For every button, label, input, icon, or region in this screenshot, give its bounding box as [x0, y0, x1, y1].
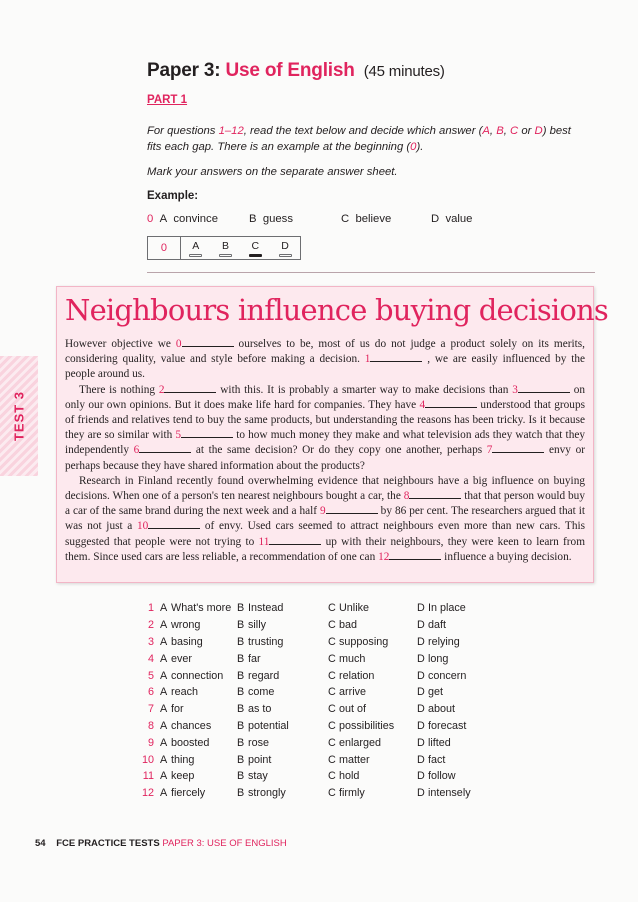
page-footer	[35, 838, 287, 849]
option-c: out of	[339, 703, 367, 716]
question-row	[140, 751, 498, 768]
question-row	[140, 650, 498, 667]
option-letter-b: B	[237, 652, 245, 665]
option-a: ever	[171, 652, 193, 665]
question-number: 10	[141, 753, 154, 766]
option-letter-b: B	[237, 669, 245, 682]
question-row	[140, 701, 498, 718]
option-d: follow	[428, 770, 456, 783]
question-number: 4	[147, 652, 154, 665]
option-d: long	[428, 652, 449, 665]
question-number: 6	[147, 686, 154, 699]
answer-box-number: 0	[148, 237, 181, 259]
paragraph-1: However objective we 0 ourselves to be, most of us do not judge a product solely on its merits, considering quality, value and style before making a decision. 1 , we are easily influenced by the people around us.	[65, 338, 586, 381]
option-letter-b: B	[237, 736, 245, 749]
option-letter-c: C	[328, 619, 336, 632]
question-number: 2	[147, 619, 154, 632]
question-row	[140, 634, 498, 651]
option-a: connection	[171, 669, 224, 682]
option-c: supposing	[339, 635, 389, 648]
option-letter-b: B	[237, 602, 245, 615]
option-letter-d: D	[417, 703, 425, 716]
option-c: matter	[339, 753, 370, 766]
option-letter-d: D	[417, 719, 425, 732]
option-b: rose	[248, 736, 270, 749]
option-letter-d: D	[417, 602, 425, 615]
option-a: keep	[171, 770, 195, 783]
option-a: reach	[171, 686, 199, 699]
option-d: intensely	[428, 787, 471, 800]
option-a: for	[171, 703, 184, 716]
option-b: stay	[248, 770, 268, 783]
option-letter-a: A	[160, 686, 168, 699]
option-d: about	[428, 703, 456, 716]
part-heading: PART 1	[147, 94, 188, 106]
answer-cell-d: D	[270, 237, 300, 259]
option-letter-a: A	[160, 719, 168, 732]
gap-2: 2	[158, 383, 165, 396]
question-number: 5	[147, 669, 154, 682]
example-option-b: B guess	[249, 213, 293, 225]
gap-9: 9	[320, 505, 326, 518]
option-d: fact	[428, 753, 446, 766]
option-a: wrong	[171, 619, 201, 632]
gap-3: 3	[512, 383, 518, 396]
option-letter-a: A	[160, 770, 168, 783]
option-b: far	[248, 652, 261, 665]
option-letter-d: D	[417, 770, 425, 783]
option-a: chances	[171, 719, 212, 732]
option-letter-c: C	[328, 703, 336, 716]
option-letter-c: C	[328, 686, 336, 699]
answer-cell-a: A	[181, 237, 211, 259]
option-d: get	[428, 686, 444, 699]
option-letter-d: D	[417, 787, 425, 800]
gap-1: 1	[364, 353, 371, 366]
answer-options-table	[140, 600, 498, 802]
option-b: silly	[248, 619, 266, 632]
paper-title	[147, 60, 445, 82]
option-letter-c: C	[328, 602, 336, 615]
gap-6: 6	[133, 444, 140, 457]
option-c: possibilities	[339, 719, 395, 732]
question-row	[140, 718, 498, 735]
text-body	[65, 337, 585, 565]
option-c: Unlike	[339, 602, 370, 615]
option-c: firmly	[339, 787, 365, 800]
gap-11: 11	[258, 535, 270, 548]
question-number: 9	[147, 736, 154, 749]
question-row	[140, 617, 498, 634]
question-number: 7	[147, 703, 154, 716]
question-row	[140, 768, 498, 785]
option-letter-d: D	[417, 619, 425, 632]
option-letter-a: A	[160, 635, 168, 648]
option-b: point	[248, 753, 272, 766]
book-title: FCE PRACTICE TESTS	[56, 838, 160, 849]
gap-4: 4	[419, 398, 426, 411]
option-d: In place	[428, 602, 466, 615]
option-c: much	[339, 652, 366, 665]
footer-section: PAPER 3: USE OF ENGLISH	[162, 838, 287, 849]
option-letter-c: C	[328, 669, 336, 682]
option-letter-d: D	[417, 635, 425, 648]
option-letter-a: A	[160, 619, 168, 632]
option-b: potential	[248, 719, 289, 732]
option-letter-a: A	[160, 736, 168, 749]
option-d: forecast	[428, 719, 467, 732]
option-a: thing	[171, 753, 195, 766]
option-letter-a: A	[160, 703, 168, 716]
question-number: 8	[147, 719, 154, 732]
option-d: relying	[428, 635, 460, 648]
option-letter-c: C	[328, 652, 336, 665]
answer-mark-b	[219, 254, 232, 257]
option-letter-a: A	[160, 602, 168, 615]
example-answer-box	[147, 236, 301, 260]
option-b: Instead	[248, 602, 284, 615]
text-title: Neighbours influence buying decisions	[65, 293, 608, 327]
gap-7: 7	[486, 444, 493, 457]
gap-12: 12	[378, 550, 390, 563]
paragraph-2: There is nothing 2 with this. It is probably a smarter way to make decisions than 3 on only our own opinions. But it does make life hard for companies. They have 4 understood that groups of friends and relatives tend to buy the same products, but understanding the reasons has been tricky. Is it because they are so similar with 5 to how much money they make and what television ads they watch that they independently 6 at the same decision? Or do they copy one another, perhaps 7 envy or perhaps because they have shared information about the products?	[65, 383, 586, 472]
section-name: Use of English	[225, 60, 355, 81]
option-b: regard	[248, 669, 280, 682]
option-letter-c: C	[328, 787, 336, 800]
option-a: fiercely	[171, 787, 206, 800]
option-letter-b: B	[237, 703, 245, 716]
page-number: 54	[35, 838, 46, 849]
option-letter-d: D	[417, 753, 425, 766]
gap-0: 0	[175, 338, 182, 350]
option-letter-a: A	[160, 787, 168, 800]
option-letter-b: B	[237, 635, 245, 648]
question-row	[140, 785, 498, 802]
question-number: 1	[147, 602, 154, 615]
question-row	[140, 684, 498, 701]
divider	[147, 272, 595, 273]
option-letter-a: A	[160, 652, 168, 665]
option-d: lifted	[428, 736, 451, 749]
option-letter-d: D	[417, 652, 425, 665]
instructions-text: For questions 1–12, read the text below and decide which answer (A, B, C or D) best fits each gap. There is an example at the beginning (0).	[147, 125, 571, 153]
option-letter-b: B	[237, 719, 245, 732]
option-letter-a: A	[160, 753, 168, 766]
option-b: trusting	[248, 635, 284, 648]
option-letter-b: B	[237, 787, 245, 800]
question-number: 12	[141, 787, 154, 800]
option-letter-d: D	[417, 669, 425, 682]
gap-5: 5	[175, 429, 182, 442]
option-b: as to	[248, 703, 272, 716]
answer-cell-b: B	[211, 237, 241, 259]
question-row	[140, 734, 498, 751]
option-b: come	[248, 686, 275, 699]
option-letter-c: C	[328, 753, 336, 766]
answer-cell-c: C	[240, 237, 270, 259]
option-b: strongly	[248, 787, 286, 800]
option-d: daft	[428, 619, 447, 632]
gap-8: 8	[403, 490, 410, 503]
option-a: What's more	[171, 602, 232, 615]
option-letter-a: A	[160, 669, 168, 682]
option-c: enlarged	[339, 736, 382, 749]
option-letter-b: B	[237, 686, 245, 699]
question-row	[140, 600, 498, 617]
option-letter-c: C	[328, 736, 336, 749]
reading-text-box	[56, 286, 608, 583]
paragraph-3: Research in Finland recently found overwhelming evidence that neighbours have a big influence on buying decisions. When one of a person's ten nearest neighbours bought a car, the 8 that that person would buy a car of the same brand during the next week and a half 9 by 86 per cent. The researchers argued that it was not just a 10 of envy. Used cars seemed to attract neighbours even more than new cars. This suggested that people were not trying to 11 up with their neighbours, they were keen to learn from them. Since used cars are less reliable, a recommendation of one can 12 influence a buying decision.	[65, 474, 586, 563]
option-letter-b: B	[237, 753, 245, 766]
duration: (45 minutes)	[363, 63, 445, 80]
option-letter-c: C	[328, 770, 336, 783]
test-side-tab: TEST 3	[0, 356, 38, 476]
answer-mark-a	[189, 254, 202, 257]
question-number: 11	[142, 770, 154, 783]
gap-10: 10	[136, 520, 149, 533]
example-option-d: D value	[431, 213, 473, 225]
example-label: Example:	[147, 190, 199, 202]
answer-mark-d	[279, 254, 292, 257]
answer-mark-c-selected	[249, 254, 262, 257]
option-c: bad	[339, 619, 358, 632]
example-option-c: C believe	[341, 213, 392, 225]
example-option-a: 0 A convince	[147, 213, 218, 225]
option-d: concern	[428, 669, 467, 682]
option-letter-c: C	[328, 719, 336, 732]
paper-number: Paper 3:	[147, 60, 221, 81]
option-c: arrive	[339, 686, 366, 699]
question-number: 3	[147, 635, 154, 648]
question-row	[140, 667, 498, 684]
option-letter-d: D	[417, 736, 425, 749]
option-letter-c: C	[328, 635, 336, 648]
option-a: basing	[171, 635, 203, 648]
option-c: hold	[339, 770, 360, 783]
answer-sheet-instruction: Mark your answers on the separate answer sheet.	[147, 166, 398, 178]
option-letter-d: D	[417, 686, 425, 699]
option-letter-b: B	[237, 770, 245, 783]
option-a: boosted	[171, 736, 210, 749]
option-letter-b: B	[237, 619, 245, 632]
option-c: relation	[339, 669, 375, 682]
